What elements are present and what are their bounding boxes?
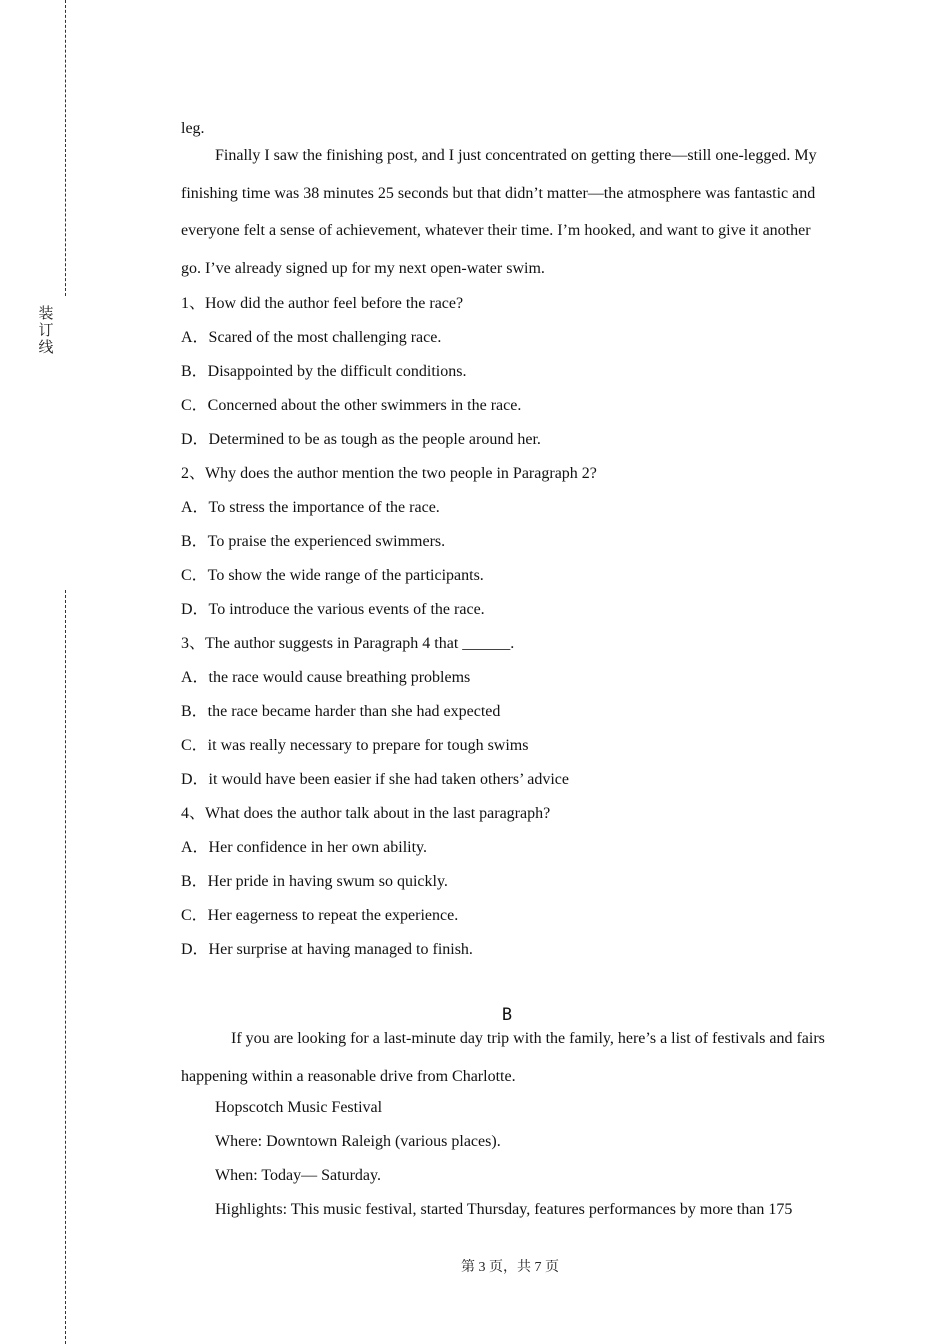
question-stem: 3、The author suggests in Paragraph 4 that ______. (181, 635, 515, 652)
question-option[interactable]: C．To show the wide range of the participants. (181, 567, 484, 584)
question-block-2 (181, 457, 831, 627)
festival-where: Where: Downtown Raleigh (various places). (215, 1133, 501, 1150)
question-block-3 (181, 627, 831, 797)
question-block-1 (181, 287, 831, 457)
festival-when: When: Today— Saturday. (215, 1167, 381, 1184)
question-option[interactable]: A．To stress the importance of the race. (181, 499, 440, 516)
binding-char: 装 (38, 304, 54, 322)
passage-a-continuation: leg. (181, 120, 205, 137)
question-option[interactable]: D．Her surprise at having managed to finish. (181, 941, 473, 958)
binding-line-label (38, 305, 54, 356)
question-option[interactable]: B．Her pride in having swum so quickly. (181, 873, 448, 890)
question-stem: 2、Why does the author mention the two people in Paragraph 2? (181, 465, 597, 482)
question-option[interactable]: B．the race became harder than she had expected (181, 703, 501, 720)
question-option[interactable]: D．Determined to be as tough as the people around her. (181, 431, 541, 448)
question-stem: 1、How did the author feel before the race? (181, 295, 464, 312)
binding-char: 订 (38, 321, 54, 339)
festival-name: Hopscotch Music Festival (215, 1099, 383, 1116)
question-option[interactable]: A．the race would cause breathing problems (181, 669, 471, 686)
passage-a-last-paragraph: Finally I saw the finishing post, and I just concentrated on getting there—still one-legged. My finishing time was 38 minutes 25 seconds but that didn’t matter—the atmosphere was fantastic and everyone felt a sense of achievement, whatever their time. I’m hooked, and want to give it another go. I’ve already signed up for my next open-water swim. (181, 147, 817, 277)
question-option[interactable]: C．Her eagerness to repeat the experience. (181, 907, 459, 924)
question-option[interactable]: C．Concerned about the other swimmers in the race. (181, 397, 522, 414)
binding-dashed-line-top (65, 0, 66, 296)
question-option[interactable]: D．To introduce the various events of the race. (181, 601, 485, 618)
question-option[interactable]: D．it would have been easier if she had taken others’ advice (181, 771, 570, 788)
question-option[interactable]: B．Disappointed by the difficult conditions. (181, 363, 467, 380)
question-block-4 (181, 797, 831, 967)
section-heading-b: B (501, 1005, 513, 1025)
page-footer: 第 3 页，共 7 页 (461, 1260, 559, 1275)
question-option[interactable]: A．Scared of the most challenging race. (181, 329, 442, 346)
festival-highlights: Highlights: This music festival, started Thursday, features performances by more than 175 (215, 1201, 793, 1218)
passage-b-intro: If you are looking for a last-minute day trip with the family, here’s a list of festivals and fairs happening within a reasonable drive from Charlotte. (181, 1030, 825, 1085)
exam-page-content (181, 116, 831, 1227)
question-option[interactable]: B．To praise the experienced swimmers. (181, 533, 446, 550)
question-option[interactable]: C．it was really necessary to prepare for tough swims (181, 737, 529, 754)
question-option[interactable]: A．Her confidence in her own ability. (181, 839, 427, 856)
binding-dashed-line-bottom (65, 590, 66, 1344)
binding-char: 线 (38, 338, 54, 356)
question-stem: 4、What does the author talk about in the last paragraph? (181, 805, 551, 822)
